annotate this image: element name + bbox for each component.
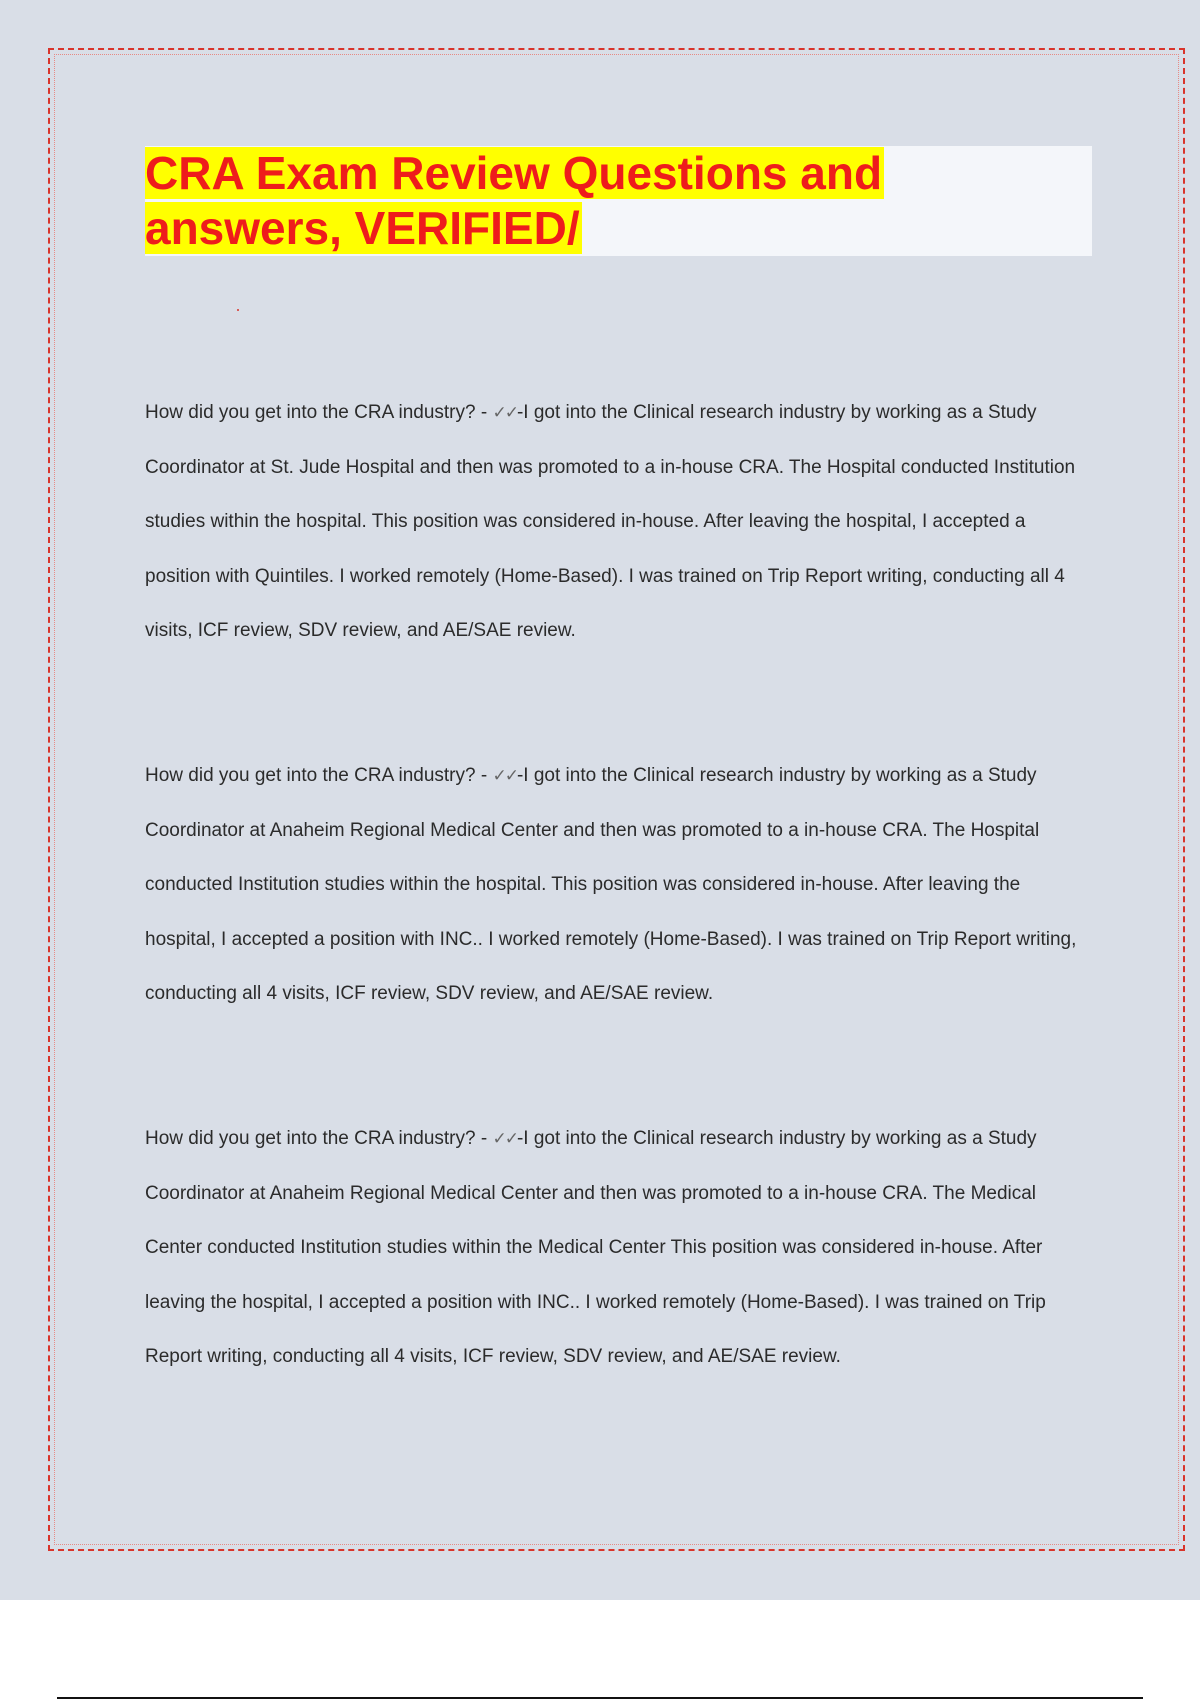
decorative-dot bbox=[237, 309, 239, 311]
question-text: How did you get into the CRA industry? - bbox=[145, 1128, 493, 1149]
title-block bbox=[145, 146, 1092, 256]
answer-text: -I got into the Clinical research industry by working as a Study Coordinator at Anaheim Regional Medical Center and then was promoted to a in-house CRA. The Medical Center conducted Institution studies within the Medical Center This position was considered in-house. After leaving the hospital, I accepted a position with INC.. I worked remotely (Home-Based). I was trained on Trip Report writing, conducting all 4 visits, ICF review, SDV review, and AE/SAE review. bbox=[145, 1128, 1046, 1367]
qa-item-1 bbox=[145, 386, 1095, 659]
answer-text: -I got into the Clinical research industry by working as a Study Coordinator at St. Jude Hospital and then was promoted to a in-house CRA. The Hospital conducted Institution studies within the hospital. This position was considered in-house. After leaving the hospital, I accepted a position with Quintiles. I worked remotely (Home-Based). I was trained on Trip Report writing, conducting all 4 visits, ICF review, SDV review, and AE/SAE review. bbox=[145, 402, 1076, 641]
title-line-1: CRA Exam Review Questions and bbox=[145, 147, 883, 199]
qa-item-3 bbox=[145, 1112, 1095, 1385]
document-title bbox=[145, 146, 945, 256]
double-check-icon: ✓✓ bbox=[492, 403, 517, 423]
double-check-icon: ✓✓ bbox=[492, 766, 517, 786]
title-line-2: answers, VERIFIED/ bbox=[145, 202, 580, 254]
question-text: How did you get into the CRA industry? - bbox=[145, 402, 493, 423]
question-text: How did you get into the CRA industry? - bbox=[145, 765, 493, 786]
answer-text: -I got into the Clinical research industry by working as a Study Coordinator at Anaheim Regional Medical Center and then was promoted to a in-house CRA. The Hospital conducted Institution studies within the hospital. This position was considered in-house. After leaving the hospital, I accepted a position with INC.. I worked remotely (Home-Based). I was trained on Trip Report writing, conducting all 4 visits, ICF review, SDV review, and AE/SAE review. bbox=[145, 765, 1077, 1004]
qa-item-2 bbox=[145, 749, 1095, 1022]
footer-divider bbox=[57, 1697, 1143, 1699]
double-check-icon: ✓✓ bbox=[492, 1129, 517, 1149]
